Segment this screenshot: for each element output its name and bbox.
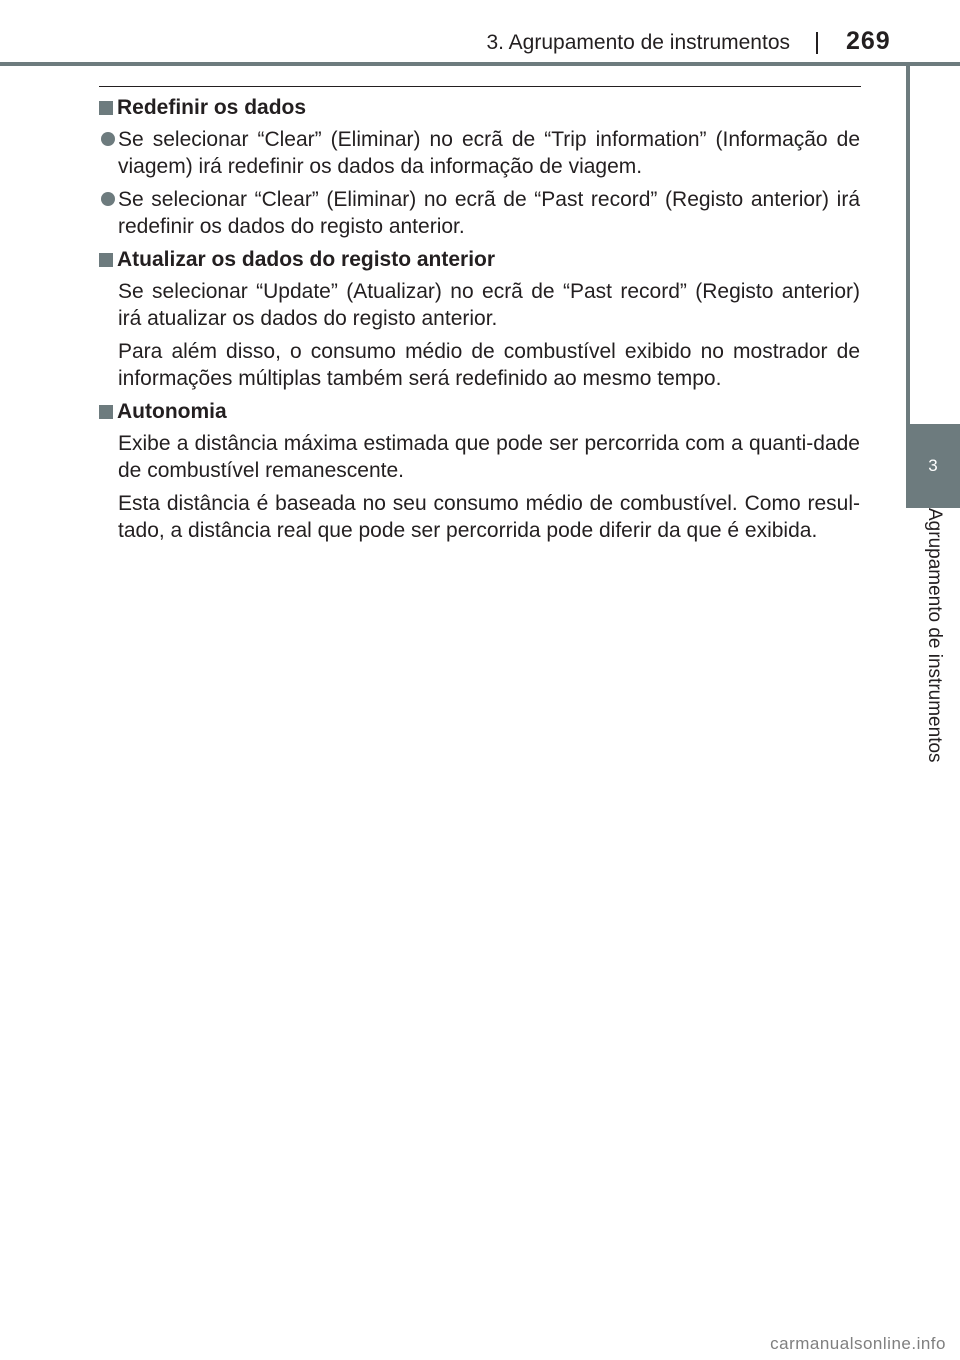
section-heading — [99, 398, 860, 425]
paragraph: Para além disso, o consumo médio de combustível exibido no mostrador de informações múltiplas também será redefinido ao mesmo tempo. — [118, 340, 860, 390]
top-rule — [0, 62, 960, 66]
page-content — [99, 94, 860, 550]
paragraph: Esta distância é baseada no seu consumo médio de combustível. Como resul-tado, a distância real que pode ser percorrida pode diferir da que é exibida. — [118, 492, 860, 542]
section-atualizar — [99, 246, 860, 392]
square-bullet-icon — [99, 101, 113, 115]
section-heading — [99, 94, 860, 121]
list-item-text: Se selecionar “Clear” (Eliminar) no ecrã de “Past record” (Registo anterior) irá redefinir os dados do registo anterior. — [118, 188, 860, 238]
section-redefinir — [99, 94, 860, 240]
section-heading — [99, 246, 860, 273]
chapter-side-label: Agrupamento de instrumentos — [924, 508, 945, 763]
chapter-tab: 3 — [906, 424, 960, 508]
heading-text: Redefinir os dados — [117, 96, 307, 119]
side-rule — [906, 62, 910, 424]
paragraph: Se selecionar “Update” (Atualizar) no ecrã de “Past record” (Registo anterior) irá atualizar os dados do registo anterior. — [118, 280, 860, 330]
paragraph: Exibe a distância máxima estimada que pode ser percorrida com a quanti-dade de combustível remanescente. — [118, 432, 860, 482]
header-divider — [816, 32, 818, 54]
page-number: 269 — [846, 27, 891, 55]
page-section-title: 3. Agrupamento de instrumentos — [486, 31, 790, 54]
content-rule — [99, 86, 861, 87]
section-autonomia — [99, 398, 860, 544]
square-bullet-icon — [99, 405, 113, 419]
list-item-text: Se selecionar “Clear” (Eliminar) no ecrã de “Trip information” (Informação de viagem) irá redefinir os dados da informação de viagem. — [118, 128, 860, 178]
circle-bullet-icon — [101, 192, 115, 206]
circle-bullet-icon — [101, 132, 115, 146]
list-item — [101, 186, 860, 240]
watermark: carmanualsonline.info — [770, 1334, 946, 1353]
heading-text: Atualizar os dados do registo anterior — [117, 248, 496, 271]
list-item — [101, 126, 860, 180]
square-bullet-icon — [99, 253, 113, 267]
heading-text: Autonomia — [117, 400, 227, 423]
chapter-side-label-area — [906, 508, 960, 808]
